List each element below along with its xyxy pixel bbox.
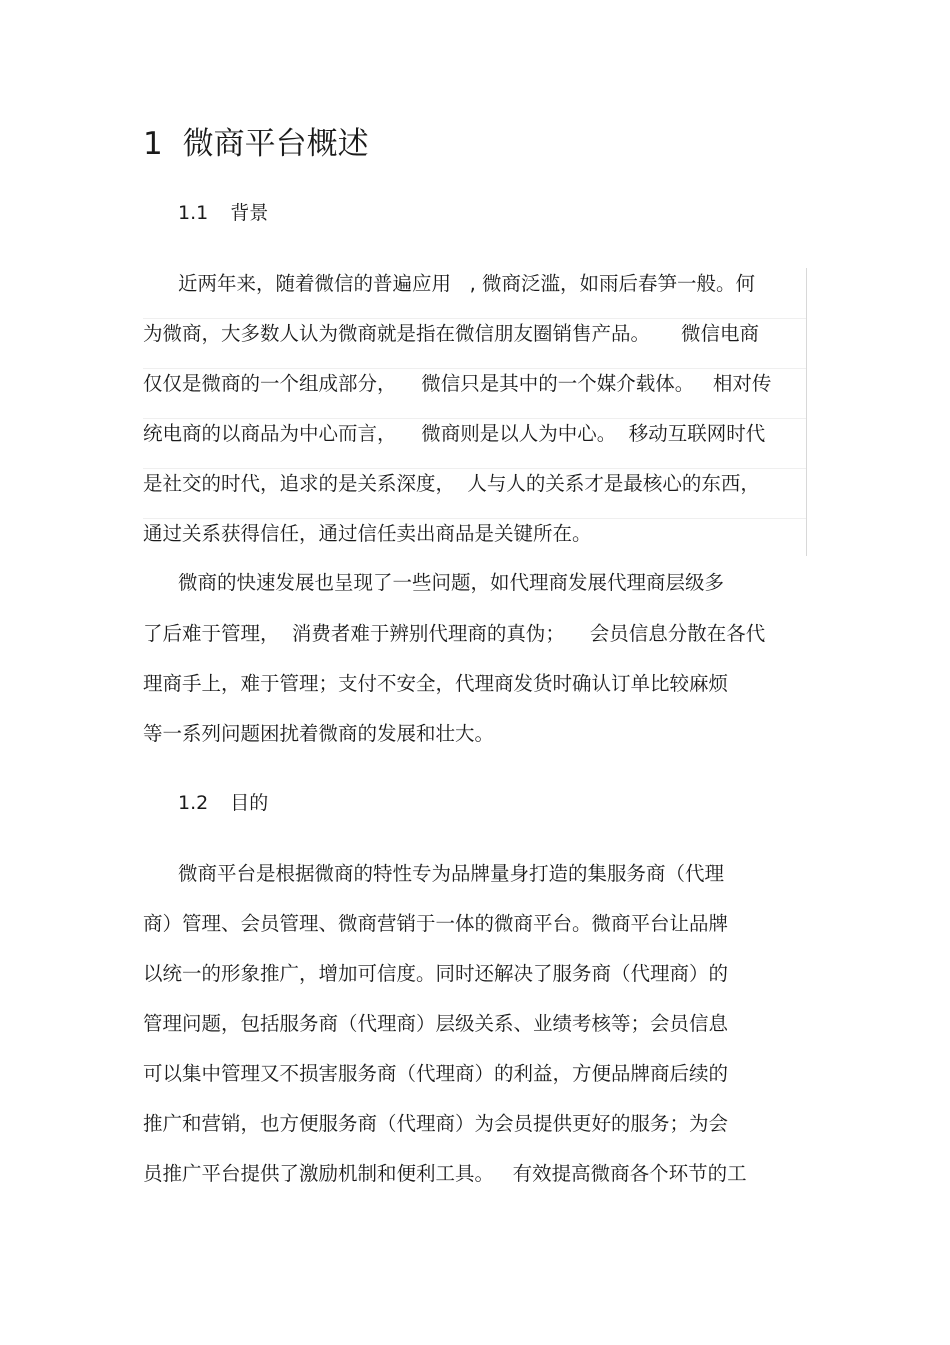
paragraph-line: 微商平台是根据微商的特性专为品牌量身打造的集服务商（代理 bbox=[178, 862, 725, 885]
paragraph-line: 为微商，大多数人认为微商就是指在微信朋友圈销售产品。 微信电商 bbox=[143, 322, 759, 345]
paragraph-line: 了后难于管理， 消费者难于辨别代理商的真伪； 会员信息分散在各代 bbox=[143, 622, 766, 645]
box-divider bbox=[143, 468, 806, 469]
paragraph-line: 推广和营销，也方便服务商（代理商）为会员提供更好的服务；为会 bbox=[143, 1112, 729, 1135]
box-divider bbox=[143, 518, 806, 519]
paragraph-line: 近两年来，随着微信的普遍应用 , 微商泛滥，如雨后春笋一般。何 bbox=[178, 272, 755, 295]
paragraph-line: 微商的快速发展也呈现了一些问题，如代理商发展代理商层级多 bbox=[178, 571, 725, 594]
paragraph-line: 员推广平台提供了激励机制和便利工具。 有效提高微商各个环节的工 bbox=[143, 1162, 747, 1185]
section-number: 1.2 bbox=[178, 792, 209, 814]
paragraph-line: 统电商的以商品为中心而言， 微商则是以人为中心。 移动互联网时代 bbox=[143, 422, 766, 445]
box-divider bbox=[143, 318, 806, 319]
paragraph-line: 是社交的时代，追求的是关系深度， 人与人的关系才是最核心的东西， bbox=[143, 472, 760, 495]
section-title: 背景 bbox=[230, 202, 269, 224]
section-heading-purpose bbox=[178, 789, 268, 817]
paragraph-line: 可以集中管理又不损害服务商（代理商）的利益，方便品牌商后续的 bbox=[143, 1062, 729, 1085]
chapter-heading bbox=[143, 122, 369, 166]
paragraph-line: 仅仅是微商的一个组成部分， 微信只是其中的一个媒介载体。 相对传 bbox=[143, 372, 772, 395]
paragraph-line: 通过关系获得信任，通过信任卖出商品是关键所在。 bbox=[143, 522, 592, 545]
paragraph-line: 以统一的形象推广，增加可信度。同时还解决了服务商（代理商）的 bbox=[143, 962, 729, 985]
box-divider bbox=[143, 418, 806, 419]
paragraph-line: 管理问题，包括服务商（代理商）层级关系、业绩考核等；会员信息 bbox=[143, 1012, 729, 1035]
paragraph-line: 理商手上，难于管理；支付不安全，代理商发货时确认订单比较麻烦 bbox=[143, 672, 729, 695]
section-title: 目的 bbox=[230, 792, 269, 814]
chapter-number: 1 bbox=[143, 126, 163, 162]
box-divider bbox=[143, 368, 806, 369]
background-paragraph-box bbox=[143, 268, 807, 556]
section-heading-background bbox=[178, 199, 268, 227]
section-number: 1.1 bbox=[178, 202, 209, 224]
chapter-title: 微商平台概述 bbox=[182, 126, 369, 162]
paragraph-line: 等一系列问题困扰着微商的发展和壮大。 bbox=[143, 722, 495, 745]
paragraph-line: 商）管理、会员管理、微商营销于一体的微商平台。微商平台让品牌 bbox=[143, 912, 729, 935]
